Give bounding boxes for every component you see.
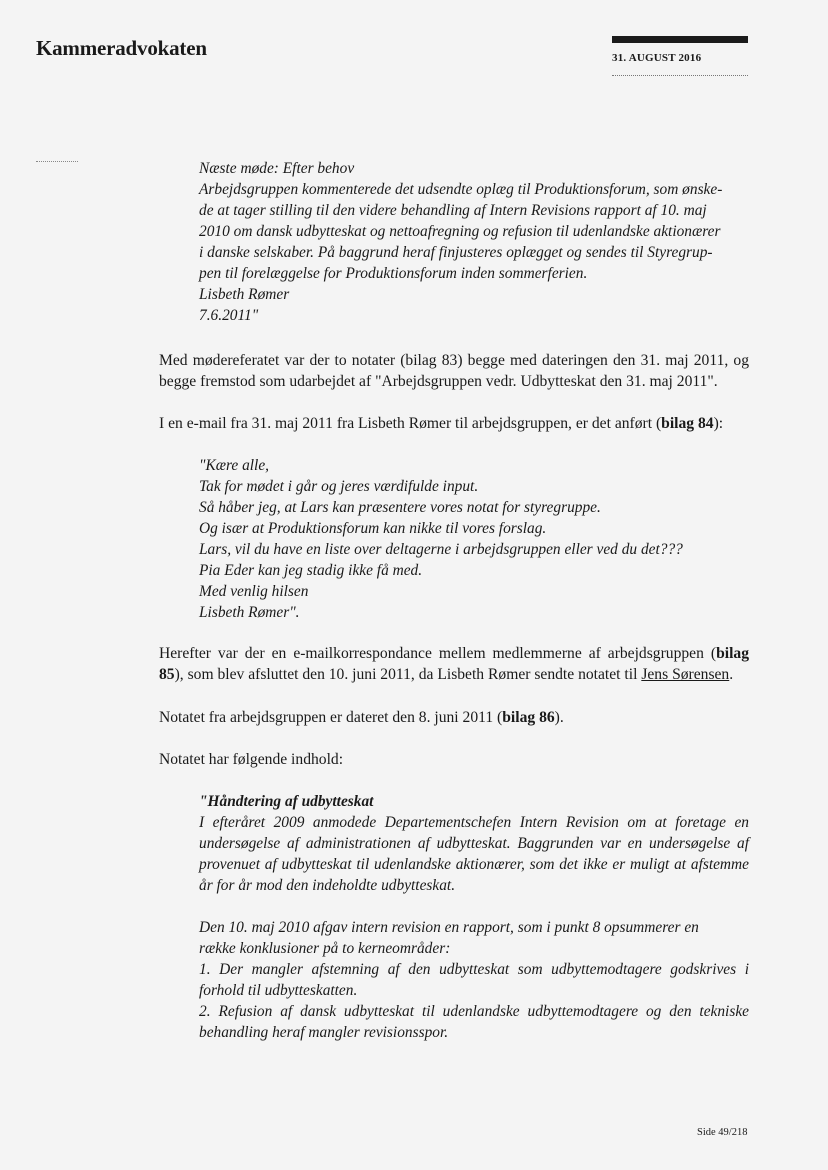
paragraph-notat-dato: [159, 707, 749, 728]
notat-heading: "Håndtering af udbytteskat: [199, 793, 374, 810]
quote-line: Pia Eder kan jeg stadig ikke få med.: [199, 562, 423, 579]
notat-line: række konklusioner på to kerneområder:: [199, 940, 451, 957]
notat-line: Den 10. maj 2010 afgav intern revision en rapport, som i punkt 8 opsummerer en: [199, 919, 699, 936]
notat-paragraph: 2. Refusion af dansk udbytteskat til udenlandske udbyttemodtagere og den tekniske behandling heraf mangler revisionsspor.: [199, 1003, 749, 1041]
paragraph-email: [159, 413, 749, 434]
quote-line: Lisbeth Rømer".: [199, 604, 300, 621]
bilag-reference: bilag 86: [502, 709, 555, 726]
quote-line: Arbejdsgruppen kommenterede det udsendte oplæg til Produktionsforum, som ønske-: [199, 181, 723, 198]
quote-line: 7.6.2011": [199, 307, 259, 324]
quote-line: Lisbeth Rømer: [199, 286, 290, 303]
paragraph-mødereferat: [159, 350, 749, 392]
quote-line: Lars, vil du have en liste over deltagerne i arbejdsgruppen eller ved du det???: [199, 541, 683, 558]
paragraph-text: Notatet fra arbejdsgruppen er dateret den 8. juni 2011 (bilag 86).: [159, 709, 564, 726]
header-date: 31. AUGUST 2016: [612, 52, 702, 64]
jens-sorensen-link[interactable]: Jens Sørensen: [641, 666, 730, 683]
email-quote: [199, 455, 749, 623]
paragraph-indhold: [159, 749, 749, 770]
quote-line: de at tager stilling til den videre behandling af Intern Revisions rapport af 10. maj: [199, 202, 707, 219]
paragraph-text: Med mødereferatet var der to notater (bilag 83) begge med dateringen den 31. maj 2011, og begge fremstod som udarbejdet af "Arbejdsgruppen vedr. Udbytteskat den 31. maj 2011".: [159, 352, 749, 390]
quote-line: Og især at Produktionsforum kan nikke til vores forslag.: [199, 520, 547, 537]
quote-line: Så håber jeg, at Lars kan præsentere vores notat for styregruppe.: [199, 499, 601, 516]
paragraph-korrespondance: [159, 643, 749, 685]
quote-line: "Kære alle,: [199, 457, 270, 474]
quote-line: i danske selskaber. På baggrund heraf finjusteres oplægget og sendes til Styregrup-: [199, 244, 713, 261]
quote-line: pen til forelæggelse for Produktionsforum inden sommerferien.: [199, 265, 588, 282]
quote-line: Med venlig hilsen: [199, 583, 309, 600]
meeting-minutes-quote: [199, 158, 749, 326]
quote-line: Tak for mødet i går og jeres værdifulde input.: [199, 478, 479, 495]
notat-quote: [199, 791, 749, 1043]
header-bar: [612, 36, 748, 43]
quote-line: Næste møde: Efter behov: [199, 160, 355, 177]
header-date-rule: [612, 75, 748, 76]
paragraph-text: Herefter var der en e-mailkorrespondance mellem medlemmerne af arbejdsgruppen (bilag 85), som blev afsluttet den 10. juni 2011, da Lisbeth Rømer sendte notatet til Jens Sørensen.: [159, 645, 749, 683]
notat-paragraph: I efteråret 2009 anmodede Departementschefen Intern Revision om at foretage en undersøgelse af administrationen af udbytteskat. Baggrunden var en undersøgelse af provenuet af udbytteskat til udenlandske aktionærer, som det ikke er muligt at afstemme år for år mod den indeholdte udbytteskat.: [199, 814, 749, 894]
kammeradvokaten-logo: Kammeradvokaten: [36, 36, 207, 60]
page-number: Side 49/218: [697, 1127, 748, 1138]
paragraph-text: I en e-mail fra 31. maj 2011 fra Lisbeth Rømer til arbejdsgruppen, er det anført (bilag 84):: [159, 415, 724, 432]
bilag-reference: bilag 84: [661, 415, 714, 432]
notat-paragraph: 1. Der mangler afstemning af den udbytteskat som udbyttemodtagere godskrives i forhold til udbytteskatten.: [199, 961, 749, 999]
margin-mark: [36, 161, 78, 162]
paragraph-text: Notatet har følgende indhold:: [159, 751, 344, 768]
quote-line: 2010 om dansk udbytteskat og nettoafregning og refusion til udenlandske aktionærer: [199, 223, 721, 240]
bilag-reference: bilag 85: [159, 645, 749, 683]
